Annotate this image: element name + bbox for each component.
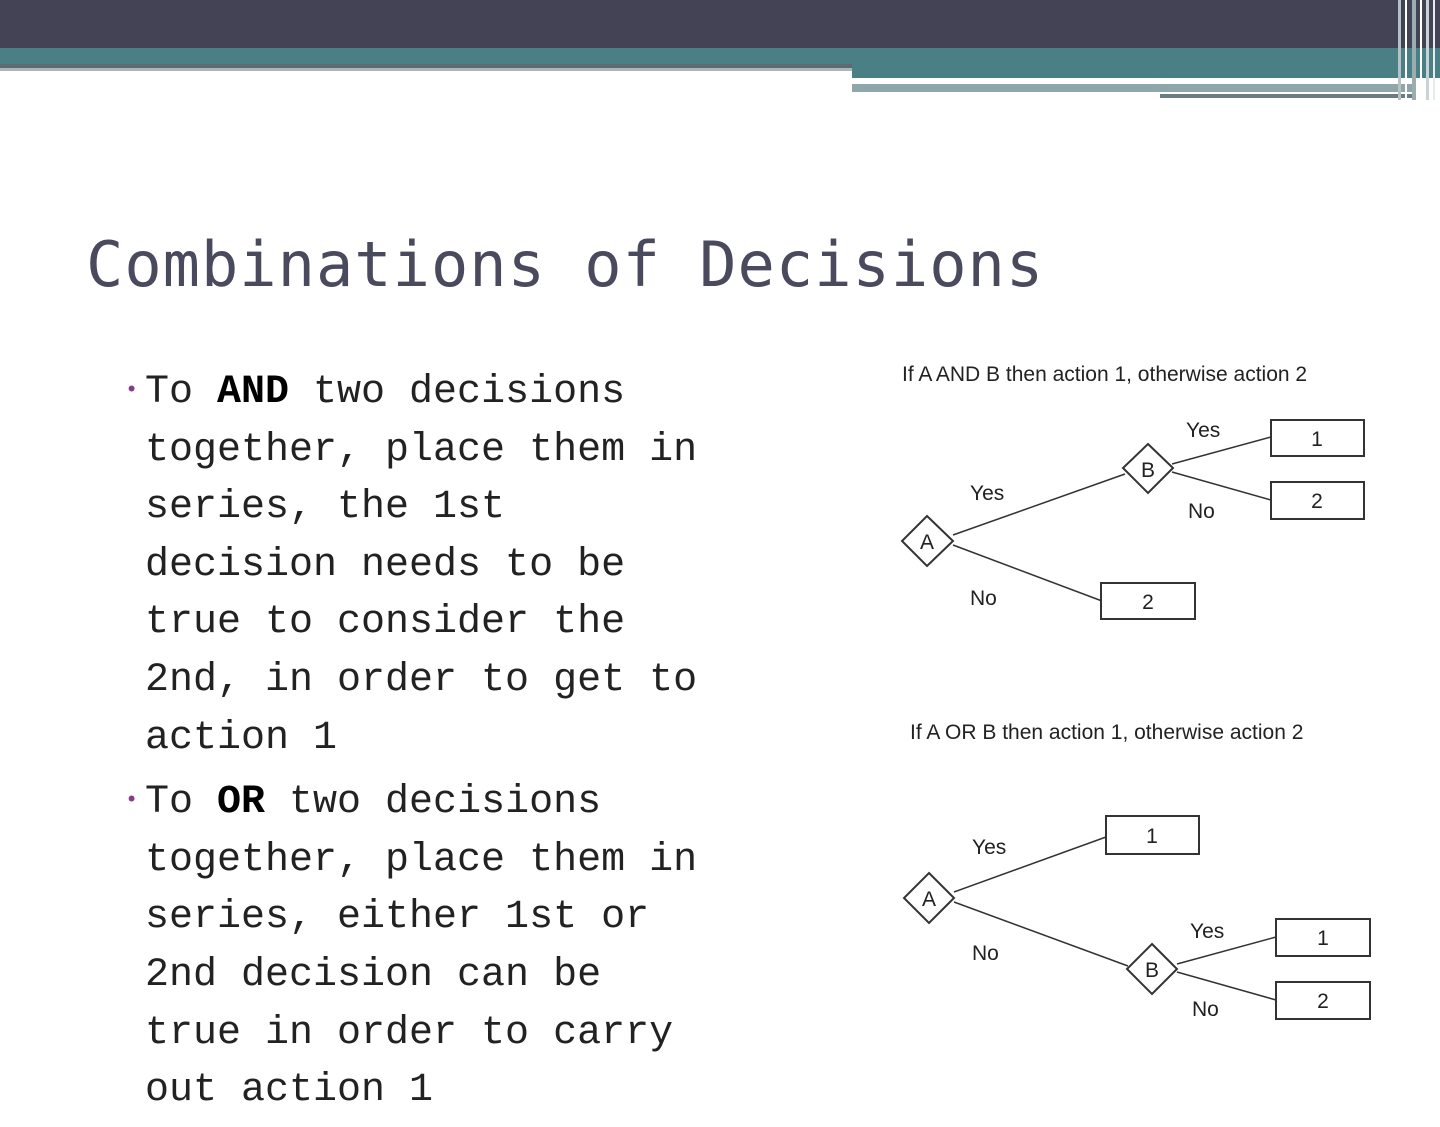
decision-diagrams xyxy=(880,350,1440,1070)
or-edge-b-no xyxy=(1177,972,1276,1000)
bullet-and: • To AND two decisions together, place them in series, the 1st decision needs to be true to consider the 2nd, in order to get to action 1 xyxy=(120,364,720,767)
and-node-a-label: A xyxy=(919,531,935,554)
or-b-yes-label: Yes xyxy=(1190,920,1225,943)
keyword-or: OR xyxy=(217,780,266,826)
svg-text:2: 2 xyxy=(1142,591,1154,614)
or-node-a-label: A xyxy=(921,888,937,911)
and-node-b-label: B xyxy=(1140,459,1156,482)
or-diagram xyxy=(904,721,1370,1021)
or-a-no-label: No xyxy=(972,942,999,965)
or-b-no-label: No xyxy=(1192,998,1219,1021)
page-title: Combinations of Decisions xyxy=(86,228,1045,301)
bullet-list xyxy=(120,364,720,1127)
or-node-b-label: B xyxy=(1144,959,1160,982)
and-a-no-label: No xyxy=(970,587,997,610)
svg-text:1: 1 xyxy=(1317,927,1329,950)
and-diagram xyxy=(902,363,1364,619)
bullet-or: • To OR two decisions together, place them in series, either 1st or 2nd decision can be true in order to carry out action 1 xyxy=(120,774,720,1120)
svg-text:1: 1 xyxy=(1146,825,1158,848)
and-b-no-label: No xyxy=(1188,500,1215,523)
header-band xyxy=(0,0,1440,105)
or-caption: If A OR B then action 1, otherwise action 2 xyxy=(910,721,1304,744)
svg-text:1: 1 xyxy=(1311,428,1323,451)
svg-text:2: 2 xyxy=(1311,490,1323,513)
keyword-and: AND xyxy=(217,370,290,415)
bullet-dot-icon: • xyxy=(125,788,139,814)
svg-text:2: 2 xyxy=(1317,990,1329,1013)
and-edge-b-no xyxy=(1172,472,1271,500)
and-b-yes-label: Yes xyxy=(1186,419,1221,442)
or-a-yes-label: Yes xyxy=(972,836,1007,859)
and-a-yes-label: Yes xyxy=(970,482,1005,505)
and-caption: If A AND B then action 1, otherwise action 2 xyxy=(902,363,1308,386)
bullet-dot-icon: • xyxy=(125,378,139,403)
